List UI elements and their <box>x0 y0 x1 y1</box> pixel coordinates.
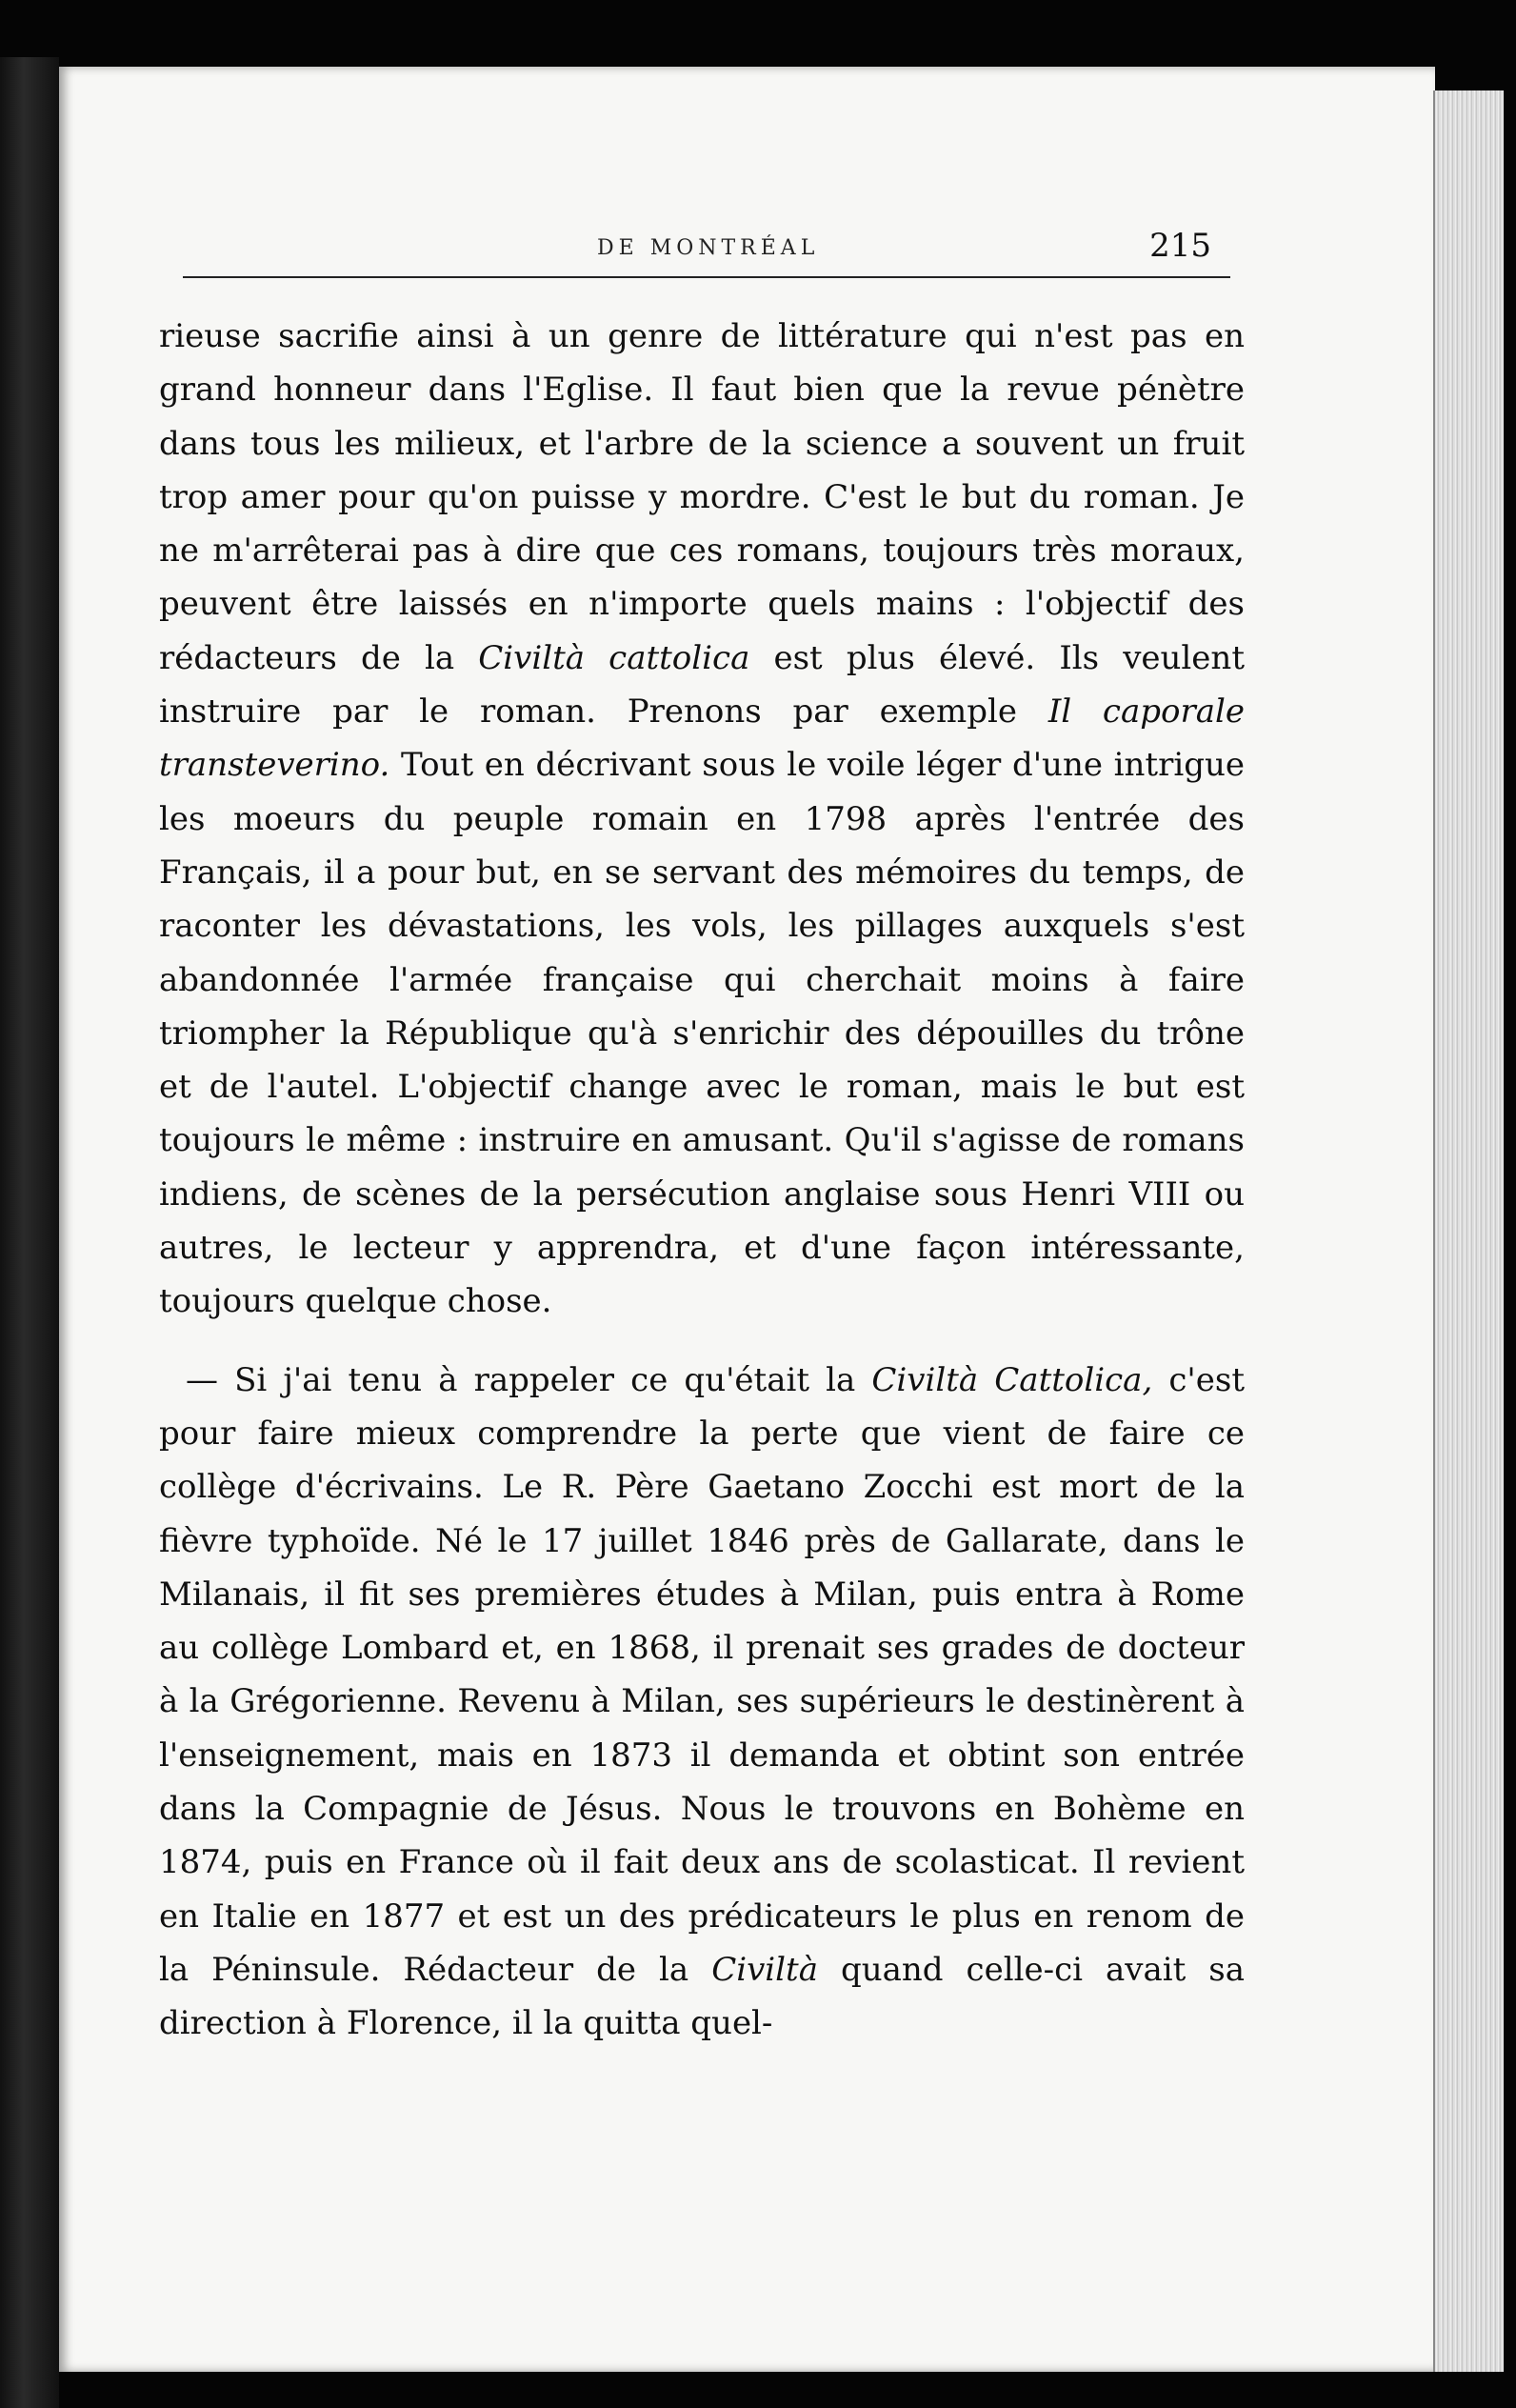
binding-edge <box>0 57 59 2408</box>
text-segment: c'est pour faire mieux comprendre la perte que vient de faire ce collège d'écrivains. Le R. Père Gaetano Zocchi est mort de la fièvre typhoïde. Né le 17 juillet 1846 près de Gallarate, dans le Milanais, il fit ses premières études à Milan, puis entra à Rome au collège Lombard et, en 1868, il prenait ses grades de docteur à la Grégorienne. Revenu à Milan, ses supérieurs le destinèrent à l'enseignement, mais en 1873 il demanda et obtint son entrée dans la Compagnie de Jésus. Nous le trouvons en Bohème en 1874, puis en France où il fait deux ans de scolasticat. Il revient en Italie en 1877 et est un des prédicateurs le plus en renom de la Péninsule. Rédacteur de la <box>159 1360 1245 1989</box>
italic-title: Civiltà <box>711 1950 818 1989</box>
page-number: 215 <box>1149 227 1211 265</box>
paragraph-1 <box>159 310 1245 1329</box>
italic-title: Il caporale transteverino. <box>159 692 1245 785</box>
running-head <box>183 219 1230 278</box>
page-stack-edge <box>1433 90 1504 2372</box>
body-text <box>159 310 1245 2051</box>
text-segment: quand celle-ci avait sa direction à Florence, il la quitta quel- <box>159 1950 1245 2043</box>
text-segment: est plus élevé. Ils veulent instruire par le roman. Prenons par exemple <box>159 638 1245 732</box>
italic-title: Civiltà Cattolica, <box>871 1360 1153 1399</box>
running-title: DE MONTRÉAL <box>597 236 820 260</box>
paragraph-2 <box>159 1354 1245 2051</box>
italic-title: Civiltà cattolica <box>478 638 750 677</box>
text-segment: Tout en décrivant sous le voile léger d'une intrigue les moeurs du peuple romain en 1798 après l'entrée des Français, il a pour but, en se servant des mémoires du temps, de raconter les dévastations, les vols, les pillages auxquels s'est abandonnée l'armée française qui cherchait moins à faire triompher la République qu'à s'enrichir des dépouilles du trône et de l'autel. L'objectif change avec le roman, mais le but est toujours le même : instruire en amusant. Qu'il s'agisse de romans indiens, de scènes de la persécution anglaise sous Henri VIII ou autres, le lecteur y apprendra, et d'une façon intéressante, toujours quelque chose. <box>159 746 1245 1321</box>
text-segment: — Si j'ai tenu à rappeler ce qu'était la <box>186 1360 872 1399</box>
book-page <box>59 67 1435 2372</box>
text-segment: rieuse sacrifie ainsi à un genre de littérature qui n'est pas en grand honneur dans l'Eglise. Il faut bien que la revue pénètre dans tous les milieux, et l'arbre de la science a souvent un fruit trop amer pour qu'on puisse y mordre. C'est le but du roman. Je ne m'arrêterai pas à dire que ces romans, toujours très moraux, peuvent être laissés en n'importe quels mains : l'objectif des rédacteurs de la <box>159 317 1245 677</box>
